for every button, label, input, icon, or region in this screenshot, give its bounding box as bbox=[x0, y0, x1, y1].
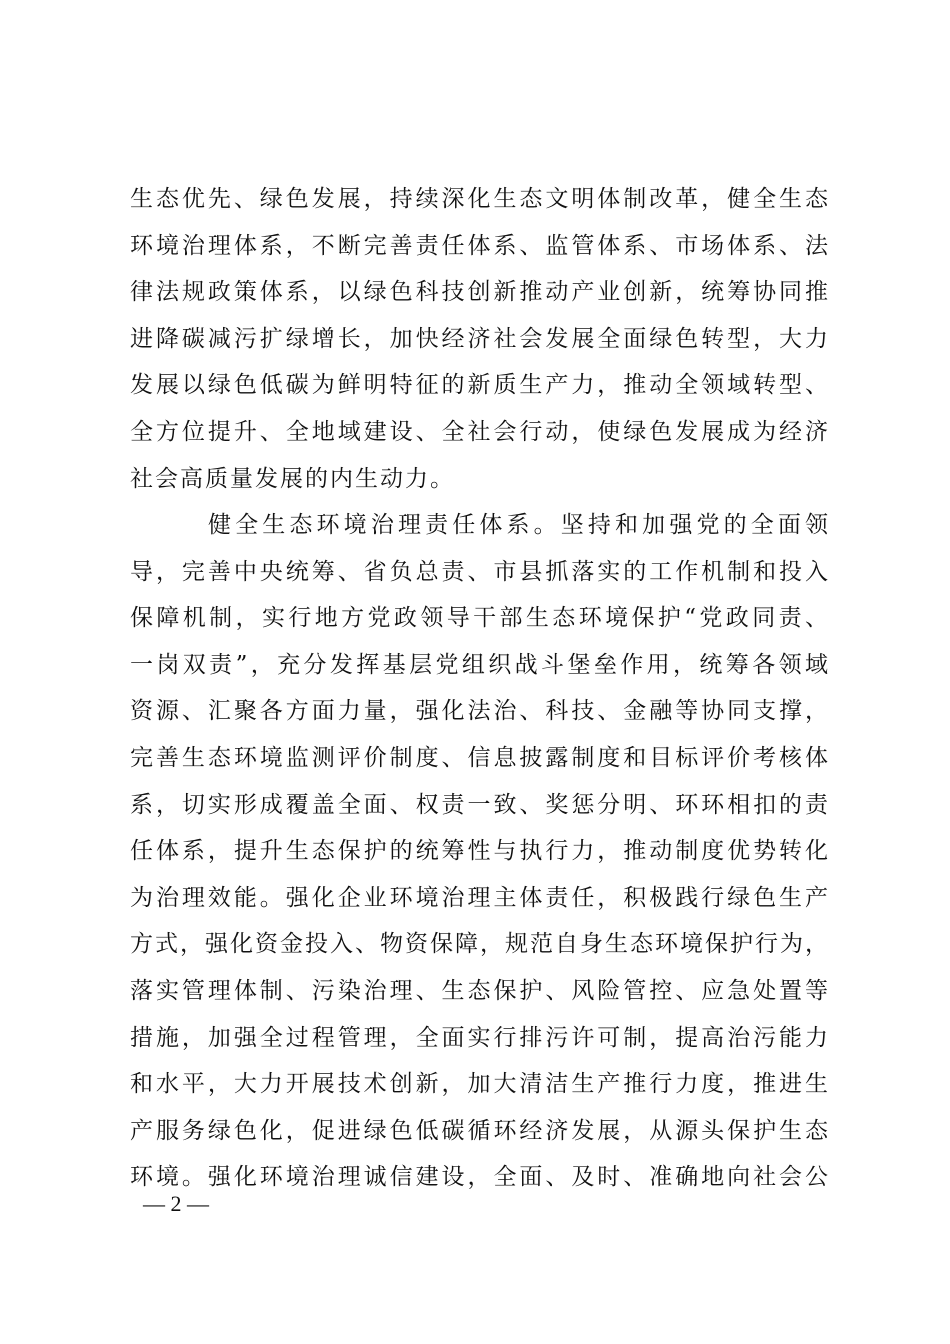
paragraph-line: 和水平，大力开展技术创新，加大清洁生产推行力度，推进生 bbox=[130, 1071, 830, 1098]
paragraph-line: 发展以绿色低碳为鲜明特征的新质生产力，推动全领域转型、 bbox=[130, 372, 830, 399]
paragraph-line: 完善生态环境监测评价制度、信息披露制度和目标评价考核体 bbox=[130, 744, 830, 771]
paragraph-line: 一岗双责”，充分发挥基层党组织战斗堡垒作用，统筹各领域 bbox=[130, 651, 830, 678]
paragraph-line: 全方位提升、全地域建设、全社会行动，使绿色发展成为经济 bbox=[130, 418, 830, 445]
paragraph-line: 保障机制，实行地方党政领导干部生态环境保护“党政同责、 bbox=[130, 605, 830, 632]
paragraph-line: 落实管理体制、污染治理、生态保护、风险管控、应急处置等 bbox=[130, 977, 830, 1004]
paragraph-line: 导，完善中央统筹、省负总责、市县抓落实的工作机制和投入 bbox=[130, 558, 830, 585]
paragraph-line: 产服务绿色化，促进绿色低碳循环经济发展，从源头保护生态 bbox=[130, 1117, 830, 1144]
paragraph-line: 措施，加强全过程管理，全面实行排污许可制，提高治污能力 bbox=[130, 1024, 830, 1051]
paragraph-2 bbox=[130, 502, 830, 1201]
paragraph-line: 资源、汇聚各方面力量，强化法治、科技、金融等协同支撑， bbox=[130, 698, 830, 725]
paragraph-line: 任体系，提升生态保护的统筹性与执行力，推动制度优势转化 bbox=[130, 838, 830, 865]
page-number: — 2 — bbox=[143, 1191, 209, 1216]
paragraph-1 bbox=[130, 176, 830, 502]
paragraph-line: 为治理效能。强化企业环境治理主体责任，积极践行绿色生产 bbox=[130, 884, 830, 911]
paragraph-line: 健全生态环境治理责任体系。坚持和加强党的全面领 bbox=[208, 512, 830, 538]
paragraph-line: 律法规政策体系，以绿色科技创新推动产业创新，统筹协同推 bbox=[130, 279, 830, 306]
paragraph-line: 环境治理体系，不断完善责任体系、监管体系、市场体系、法 bbox=[130, 232, 830, 259]
paragraph-line: 系，切实形成覆盖全面、权责一致、奖惩分明、环环相扣的责 bbox=[130, 791, 830, 818]
paragraph-line: 进降碳减污扩绿增长，加快经济社会发展全面绿色转型，大力 bbox=[130, 325, 830, 352]
paragraph-line: 社会高质量发展的内生动力。 bbox=[130, 465, 455, 492]
paragraph-line: 方式，强化资金投入、物资保障，规范自身生态环境保护行为， bbox=[130, 931, 830, 958]
paragraph-line: 生态优先、绿色发展，持续深化生态文明体制改革，健全生态 bbox=[130, 186, 830, 212]
paragraph-line: 环境。强化环境治理诚信建设，全面、及时、准确地向社会公 bbox=[130, 1164, 830, 1191]
